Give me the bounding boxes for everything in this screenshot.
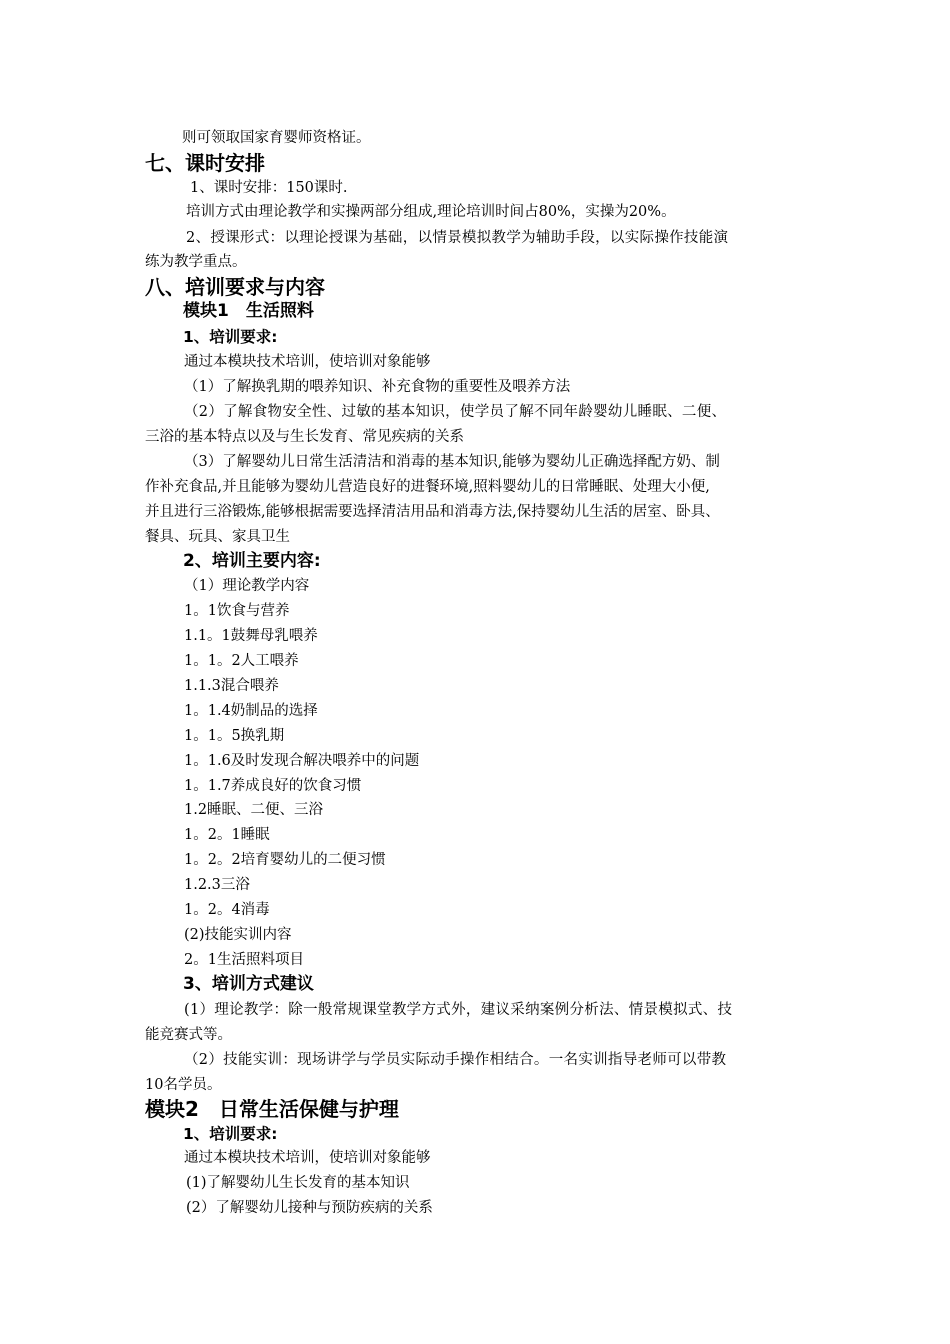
section-heading-7: 七、课时安排: [145, 151, 265, 175]
text-line: 1。2。1睡眠: [184, 827, 270, 843]
subheading-content: 2、培训主要内容:: [183, 551, 321, 571]
subheading-requirements-2: 1、培训要求:: [183, 1125, 278, 1143]
text-line: 通过本模块技术培训，使培训对象能够: [184, 1150, 431, 1166]
text-line: 练为教学重点。: [145, 254, 247, 270]
text-line: 餐具、玩具、家具卫生: [145, 529, 290, 545]
text-line: 则可领取国家育婴师资格证。: [182, 130, 371, 146]
text-line: (2)技能实训内容: [184, 927, 292, 943]
text-line: 1。1.7养成良好的饮食习惯: [184, 778, 362, 794]
text-line: 10名学员。: [145, 1077, 222, 1093]
text-line: （1）了解换乳期的喂养知识、补充食物的重要性及喂养方法: [184, 379, 571, 395]
subheading-method: 3、培训方式建议: [183, 974, 314, 994]
text-line: （2）技能实训：现场讲学与学员实际动手操作相结合。一名实训指导老师可以带教: [184, 1052, 727, 1068]
text-line: 1、课时安排：150课时.: [190, 180, 348, 196]
text-line: 1。2。4消毒: [184, 902, 270, 918]
text-line: 1.1.3混合喂养: [184, 678, 279, 694]
text-line: 能竞赛式等。: [145, 1027, 232, 1043]
text-line: (1）理论教学：除一般常规课堂教学方式外，建议采纳案例分析法、情景模拟式、技: [184, 1002, 733, 1018]
text-line: 2。1生活照料项目: [184, 952, 304, 968]
module-heading-1: 模块1 生活照料: [183, 301, 314, 321]
text-line: 并且进行三浴锻炼,能够根据需要选择清洁用品和消毒方法,保持婴幼儿生活的居室、卧具、: [145, 504, 720, 520]
text-line: 1。1饮食与营养: [184, 603, 290, 619]
text-line: 1。2。2培育婴幼儿的二便习惯: [184, 852, 386, 868]
text-line: 三浴的基本特点以及与生长发育、常见疾病的关系: [145, 429, 464, 445]
text-line: 1.1。1鼓舞母乳喂养: [184, 628, 318, 644]
text-line: (1)了解婴幼儿生长发育的基本知识: [186, 1175, 410, 1191]
text-line: （1）理论教学内容: [184, 578, 310, 594]
text-line: 1.2睡眠、二便、三浴: [184, 802, 324, 818]
section-heading-8: 八、培训要求与内容: [145, 275, 325, 299]
text-line: (2）了解婴幼儿接种与预防疾病的关系: [186, 1200, 433, 1216]
text-line: 作补充食品,并且能够为婴幼儿营造良好的进餐环境,照料婴幼儿的日常睡眠、处理大小便,: [145, 479, 710, 495]
text-line: 通过本模块技术培训，使培训对象能够: [184, 354, 431, 370]
text-line: 1。1。5换乳期: [184, 728, 285, 744]
subheading-requirements: 1、培训要求:: [183, 328, 278, 346]
text-line: 1.2.3三浴: [184, 877, 250, 893]
module-heading-2: 模块2 日常生活保健与护理: [145, 1097, 399, 1121]
text-line: 1。1。2人工喂养: [184, 653, 299, 669]
text-line: （3）了解婴幼儿日常生活清洁和消毒的基本知识,能够为婴幼儿正确选择配方奶、制: [184, 454, 720, 470]
text-line: 2、授课形式：以理论授课为基础，以情景模拟教学为辅助手段，以实际操作技能演: [186, 230, 729, 246]
text-line: 培训方式由理论教学和实操两部分组成,理论培训时间占80%，实操为20%。: [186, 204, 676, 220]
text-line: 1。1.4奶制品的选择: [184, 703, 318, 719]
text-line: （2）了解食物安全性、过敏的基本知识，使学员了解不同年龄婴幼儿睡眠、二便、: [184, 404, 727, 420]
text-line: 1。1.6及时发现合解决喂养中的问题: [184, 753, 420, 769]
